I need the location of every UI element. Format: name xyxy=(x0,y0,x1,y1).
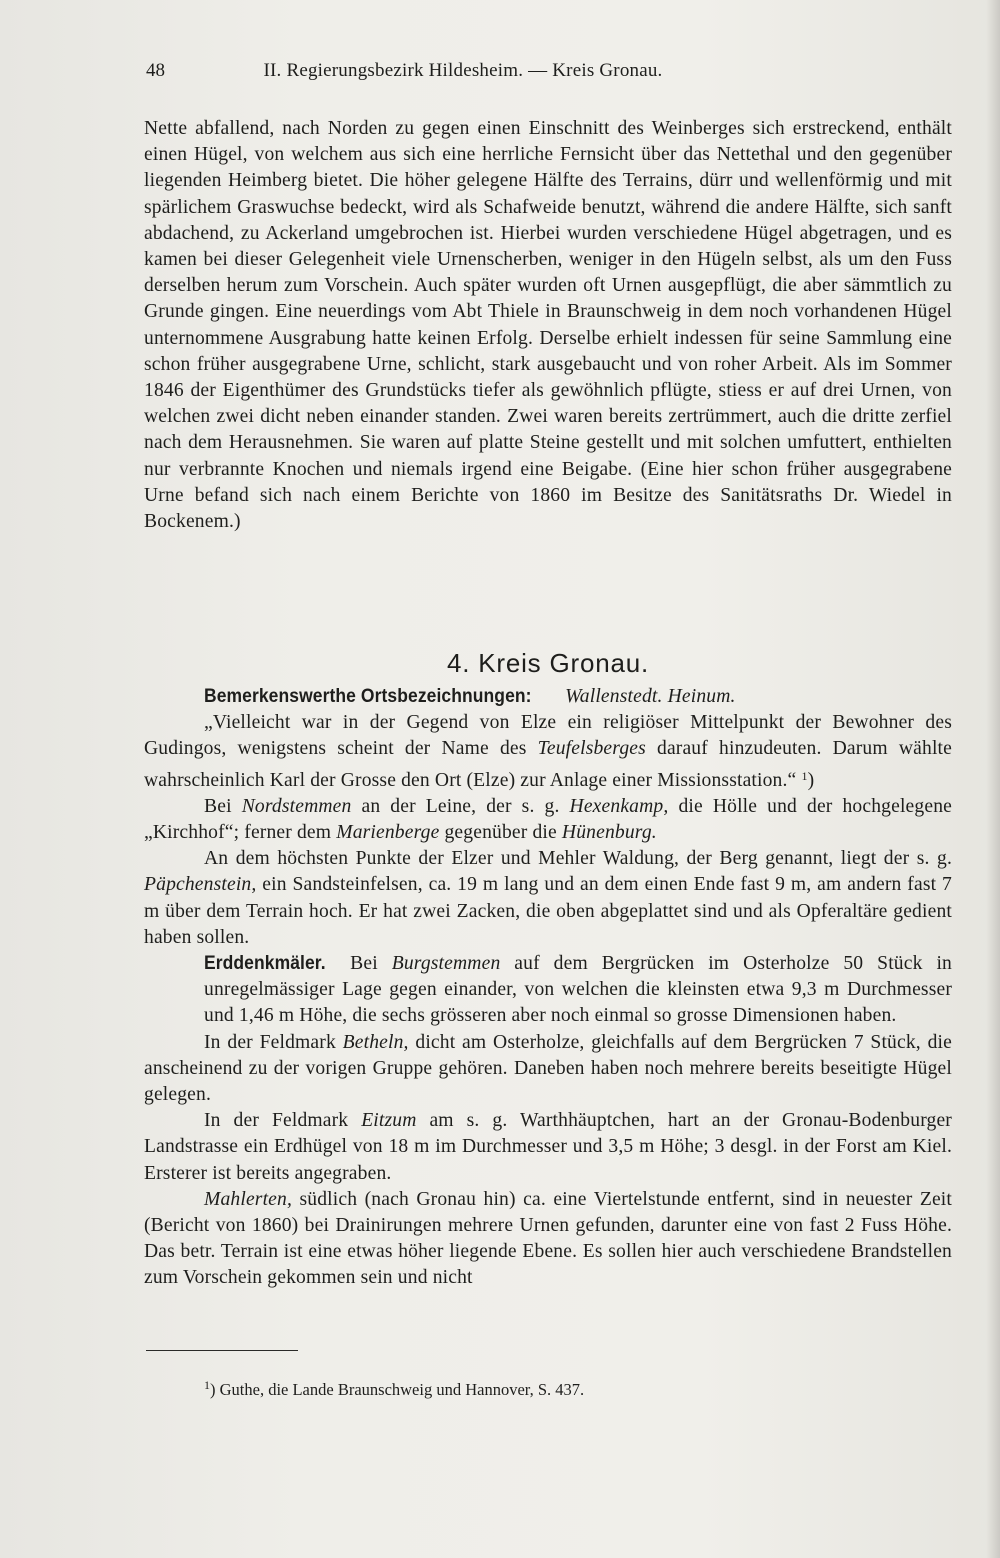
text-run: Bei xyxy=(204,795,242,817)
text-run: In der Feldmark xyxy=(204,1110,362,1132)
gutter-shadow xyxy=(986,0,1000,1558)
footnote-marker: 1 xyxy=(204,1378,210,1392)
text-block-kreis-gronau xyxy=(144,684,952,1292)
place-paepchenstein: Päpchenstein, xyxy=(144,874,257,896)
text-run: In der Feldmark xyxy=(204,1031,343,1053)
text-run: dicht am Osterholze, gleichfalls auf dem Bergrücken 7 Stück, die anscheinend zu der vorigen Gruppe gehören. Daneben haben noch mehrere bereits beseitigte Hügel gelegen. xyxy=(144,1031,952,1106)
place-mahlerten: Mahlerten, xyxy=(204,1188,293,1210)
text-run: An dem höchsten Punkte der Elzer und Mehler Waldung, der Berg genannt, liegt der s. g. xyxy=(204,848,952,870)
text-run: ein Sandsteinfelsen, ca. 19 m lang und an dem einen Ende fast 9 m, am andern fast 7 m über dem Terrain hoch. Er hat zwei Zacken, die oben abgeplattet sind und als Opferaltäre gedient haben sollen. xyxy=(144,874,952,948)
run-in-heading-ortsbezeichnungen: Bemerkenswerthe Ortsbezeichnungen: xyxy=(204,686,532,707)
place-eitzum: Eitzum xyxy=(361,1110,417,1132)
paragraph-mahlerten xyxy=(144,1187,952,1292)
footnote-reference: 1 xyxy=(801,768,808,783)
place-betheln: Betheln, xyxy=(342,1031,409,1053)
paragraph-betheln xyxy=(144,1030,952,1109)
footnote-rule xyxy=(146,1350,298,1351)
place-heinum: Heinum. xyxy=(667,686,736,707)
footnote xyxy=(204,1374,904,1401)
paragraph-elzer-waldung xyxy=(144,846,952,951)
place-burgstemmen: Burgstemmen xyxy=(391,953,501,975)
place-marienberge: Marienberge xyxy=(336,822,440,844)
page-number: 48 xyxy=(146,60,165,81)
text-run: gegenüber die xyxy=(439,822,562,844)
text-run: die Hölle und der hochgelegene „Kirchhof“; ferner dem xyxy=(144,795,952,844)
text-block-continuation xyxy=(144,116,952,535)
paragraph-eitzum xyxy=(144,1108,952,1187)
text-run: auf dem Bergrücken im Osterholze 50 Stück in unregelmässiger Lage gegen einander, von welchen die kleinsten etwa 9,3 m Durchmesser und 1,46 m Höhe, die sechs grösseren aber noch einmal so grosse Dimensionen haben. xyxy=(204,953,952,1027)
place-teufelsberg: Teufelsberges xyxy=(537,738,646,760)
footnote-text: ) Guthe, die Lande Braunschweig und Hannover, S. 437. xyxy=(210,1380,585,1399)
text-run: an der Leine, der s. g. xyxy=(351,795,570,817)
running-head xyxy=(146,60,780,86)
place-huenenburg: Hünenburg. xyxy=(561,822,657,844)
text-run: „Vielleicht war in der Gegend von Elze ein religiöser Mittelpunkt der Bewohner des Gudingos, wenigstens scheint der Name des xyxy=(144,712,952,760)
run-in-heading-erddenkmaeler: Erddenkmäler. xyxy=(204,953,326,975)
paragraph-nette: Nette abfallend, nach Norden zu gegen einen Einschnitt des Weinberges sich erstreckend, enthält einen Hügel, von welchem aus sich eine herrliche Fernsicht über das Nettethal und den gegenüber liegenden Heimberg bietet. Die höher gelegene Hälfte des Terrains, dürr und wellenförmig und mit spärlichem Graswuchse bedeckt, wird als Schafweide benutzt, während die andere Hälfte, sich sanft abdachend, zu Ackerland umgebrochen ist. Hierbei wurden verschiedene Hügel abgetragen, und es kamen bei dieser Gelegenheit viele Urnenscherben, weniger in den Hügeln selbst, als um den Fuss derselben herum zum Vorschein. Auch später wurden oft Urnen ausgepflügt, die aber sämmtlich zu Grunde gingen. Eine neuerdings vom Abt Thiele in Braunschweig in dem noch vorhandenen Hügel unternommene Ausgrabung hatte keinen Erfolg. Derselbe erhielt indessen für seine Sammlung eine schon früher ausgegrabene Urne, schlicht, stark ausgebaucht und von roher Arbeit. Als im Sommer 1846 der Eigenthümer des Grundstücks tiefer als gewöhnlich pflügte, stiess er auf drei Urnen, von welchen zwei dicht neben einander standen. Zwei waren bereits zertrümmert, auch die dritte zerfiel nach dem Herausnehmen. Sie waren auf platte Steine gestellt und mit solchen umfuttert, enthielten nur verbrannte Knochen und niemals irgend eine Beigabe. (Eine hier schon früher ausgegrabene Urne befand sich nach einem Berichte von 1860 im Besitze des Sanitätsraths Dr. Wiedel in Bockenem.) xyxy=(144,118,952,533)
text-run: südlich (nach Gronau hin) ca. eine Viertelstunde entfernt, sind in neuester Zeit (Bericht von 1860) bei Drainirungen mehrere Urnen gefunden, darunter eine von fast 2 Fuss Höhe. Das betr. Terrain ist eine etwas höher liegende Ebene. Es sollen hier auch verschiedene Brandstellen zum Vorschein gekommen sein und nicht xyxy=(144,1188,952,1289)
paragraph-ortsbezeichnungen xyxy=(144,684,952,710)
text-run: Bei xyxy=(336,953,392,975)
paragraph-nordstemmen xyxy=(144,794,952,846)
section-title: 4. Kreis Gronau. xyxy=(446,648,650,678)
text-run: am s. g. Warthhäuptchen, hart an der Gronau-Bodenburger Landstrasse ein Erdhügel von 18 m im Durchmesser und 3,5 m Höhe; 3 desgl. in der Forst am Kiel. Ersterer ist bereits angegraben. xyxy=(144,1110,952,1184)
running-title: II. Regierungsbezirk Hildesheim. — Kreis Gronau. xyxy=(263,60,663,81)
place-nordstemmen: Nordstemmen xyxy=(241,795,352,817)
place-wallenstedt: Wallenstedt. xyxy=(565,686,663,707)
text-run: ) xyxy=(807,769,815,791)
text-run: darauf hinzudeuten. Darum wählte wahrscheinlich Karl der Grosse den Ort (Elze) zur Anlage einer Missionsstation.“ xyxy=(144,738,952,791)
place-hexenkamp: Hexenkamp, xyxy=(569,795,669,817)
paragraph-quote xyxy=(144,710,952,794)
paragraph-erddenkmaeler xyxy=(144,951,952,1030)
